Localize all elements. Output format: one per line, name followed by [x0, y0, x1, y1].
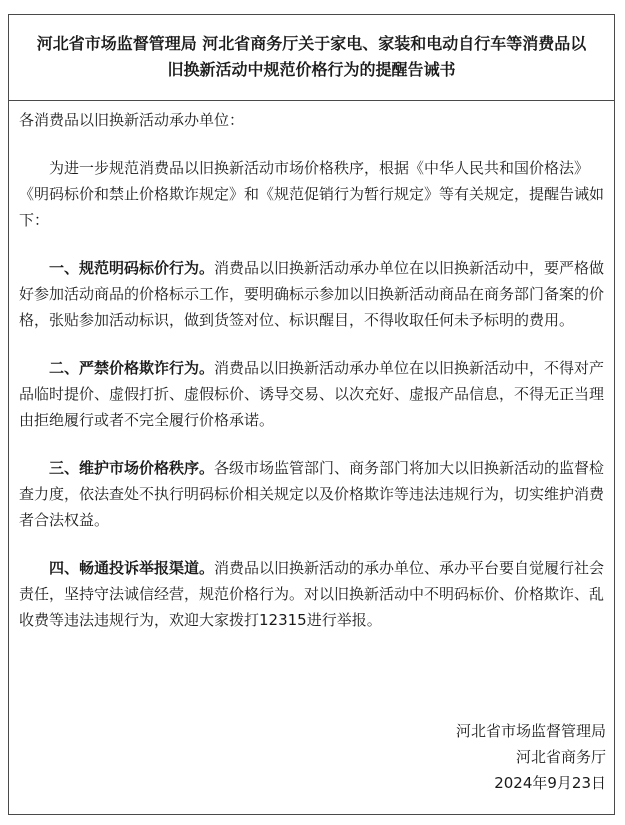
signature-block [456, 718, 606, 796]
signature-org-1: 河北省市场监督管理局 [455, 722, 606, 740]
item-2-heading: 二、严禁价格欺诈行为。 [49, 359, 215, 377]
item-2-paragraph [19, 355, 605, 433]
title-line-2: 旧换新活动中规范价格行为的提醒告诫书 [167, 60, 456, 79]
intro-paragraph [19, 155, 605, 233]
item-1-paragraph [19, 255, 605, 333]
item-1-text: 消费品以旧换新活动承办单位在以旧换新活动中，要严格做好参加活动商品的价格标示工作，要明确标示参加以旧换新活动商品在商务部门备案的价格，张贴参加活动标识，做到货签对位、标识醒目，不得收取任何未予标明的费用。 [19, 259, 605, 329]
item-1-heading: 一、规范明码标价行为。 [49, 259, 215, 277]
salutation: 各消费品以旧换新活动承办单位： [19, 111, 245, 129]
notice-body [19, 101, 605, 633]
signature-date: 2024年9月23日 [494, 774, 606, 792]
notice-frame [8, 14, 615, 815]
item-3-paragraph [19, 455, 605, 533]
title-block [9, 15, 614, 101]
intro-text: 为进一步规范消费品以旧换新活动市场价格秩序，根据《中华人民共和国价格法》《明码标价和禁止价格欺诈规定》和《规范促销行为暂行规定》等有关规定，提醒告诫如下： [19, 159, 605, 229]
item-3-heading: 三、维护市场价格秩序。 [49, 459, 215, 477]
item-4-text: 消费品以旧换新活动的承办单位、承办平台要自觉履行社会责任，坚持守法诚信经营，规范价格行为。对以旧换新活动中不明码标价、价格欺诈、乱收费等违法违规行为，欢迎大家拨打12315进行举报。 [19, 559, 605, 629]
title-line-1: 河北省市场监督管理局 河北省商务厅关于家电、家装和电动自行车等消费品以 [36, 34, 587, 53]
signature-org-2: 河北省商务厅 [515, 748, 606, 766]
item-3-text: 各级市场监管部门、商务部门将加大以旧换新活动的监督检查力度，依法查处不执行明码标价相关规定以及价格欺诈等违法违规行为，切实维护消费者合法权益。 [19, 459, 605, 529]
item-4-heading: 四、畅通投诉举报渠道。 [49, 559, 215, 577]
item-2-text: 消费品以旧换新活动承办单位在以旧换新活动中，不得对产品临时提价、虚假打折、虚假标价、诱导交易、以次充好、虚报产品信息，不得无正当理由拒绝履行或者不完全履行价格承诺。 [19, 359, 605, 429]
item-4-paragraph [19, 555, 605, 633]
